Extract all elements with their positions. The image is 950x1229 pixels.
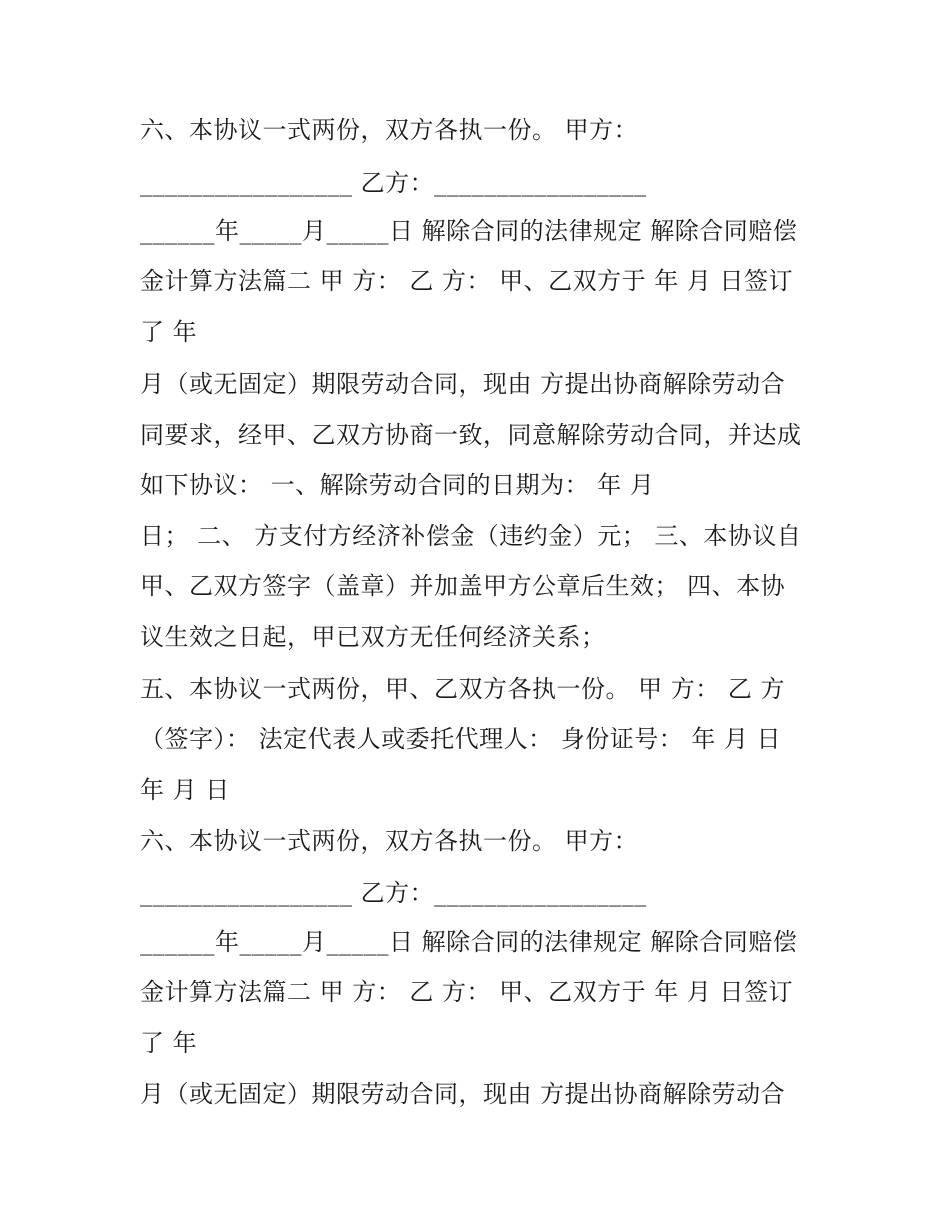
text-line: 六、本协议一式两份，双方各执一份。 甲方：	[140, 827, 639, 855]
text-line: （签字）： 法定代表人或委托代理人： 身份证号： 年 月 日	[140, 725, 782, 753]
text-line: 金计算方法篇二 甲 方： 乙 方： 甲、乙双方于 年 月 日签订	[140, 978, 794, 1006]
text-line: 日； 二、 方支付方经济补偿金（违约金）元； 三、本协议自	[140, 522, 802, 550]
text-line: 如下协议： 一、解除劳动合同的日期为： 年 月	[140, 471, 655, 499]
text-line: 五、本协议一式两份，甲、乙双方各执一份。 甲 方： 乙 方	[140, 675, 786, 703]
text-line: 年 月 日	[140, 776, 230, 804]
signature-line: _________________ 乙方：_________________	[140, 169, 647, 197]
text-line: 金计算方法篇二 甲 方： 乙 方： 甲、乙双方于 年 月 日签订	[140, 267, 794, 295]
text-line: 甲、乙双方签字（盖章）并加盖甲方公章后生效； 四、本协	[140, 572, 786, 600]
signature-line: _________________ 乙方：_________________	[140, 879, 647, 907]
text-line: 了 年	[140, 1029, 198, 1057]
text-line: 了 年	[140, 318, 198, 346]
text-line: 月（或无固定）期限劳动合同，现由 方提出协商解除劳动合	[140, 1080, 786, 1108]
text-line: 月（或无固定）期限劳动合同，现由 方提出协商解除劳动合	[140, 370, 786, 398]
text-line: ______年_____月_____日 解除合同的法律规定 解除合同赔偿	[140, 217, 798, 245]
text-line: 六、本协议一式两份，双方各执一份。 甲方：	[140, 116, 639, 144]
text-line: 同要求，经甲、乙双方协商一致，同意解除劳动合同，并达成	[140, 421, 802, 449]
text-line: 议生效之日起，甲已双方无任何经济关系；	[140, 623, 606, 651]
text-line: ______年_____月_____日 解除合同的法律规定 解除合同赔偿	[140, 928, 798, 956]
